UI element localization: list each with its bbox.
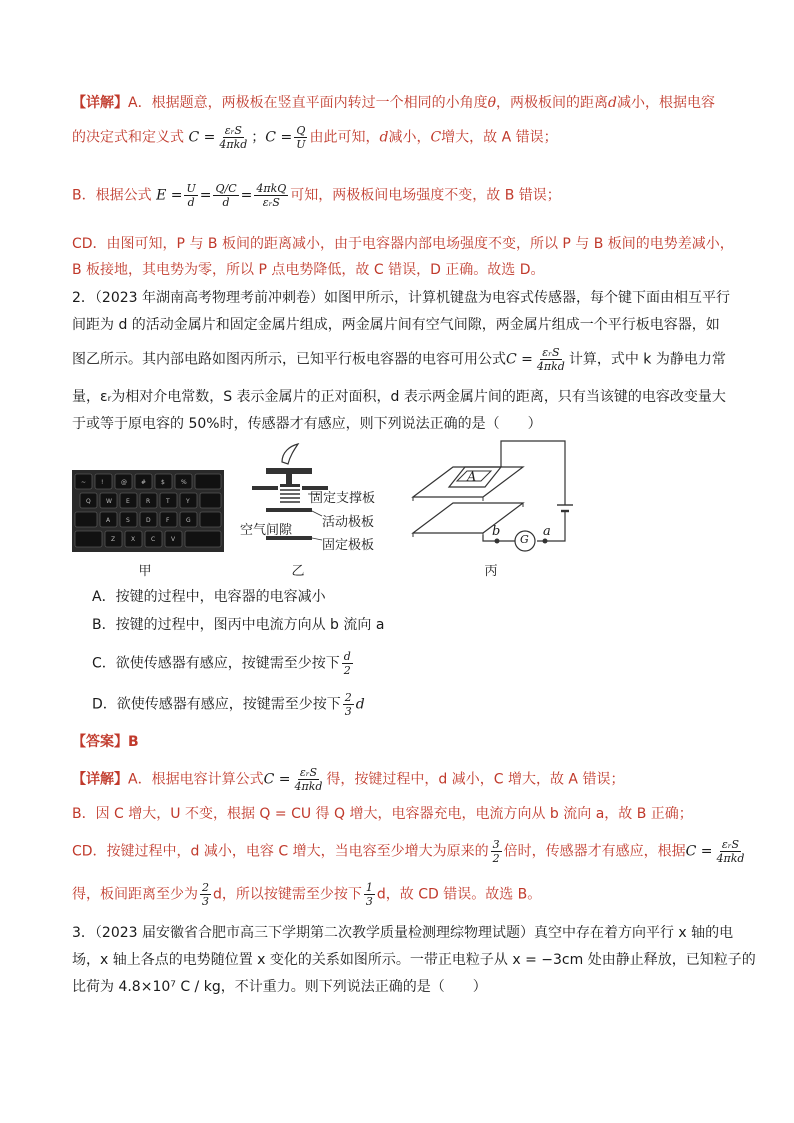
svg-text:S: S <box>126 517 130 524</box>
option-b: B．按键的过程中，图丙中电流方向从 b 流向 a <box>92 617 385 633</box>
svg-text:T: T <box>166 498 170 505</box>
svg-text:Q: Q <box>86 498 91 505</box>
q2-stem-line4: 量，εᵣ为相对介电常数，S 表示金属片的正对面积，d 表示两金属片间的距离，只有当该键的电容改变量大 <box>72 389 726 405</box>
svg-text:%: % <box>181 479 187 486</box>
svg-text:D: D <box>146 517 151 524</box>
svg-text:A: A <box>106 517 111 524</box>
label-point-a: a <box>543 524 551 539</box>
svg-text:#: # <box>141 479 147 486</box>
svg-text:E: E <box>126 498 130 505</box>
label-fixed-support: 固定支撑板 <box>310 491 376 506</box>
capacitance-formula: $\frac{\text{εᵣS}}{\text{4πkd}}$ <box>219 124 248 151</box>
option-c: C．欲使传感器有感应，按键需至少按下 $\frac{d}{2}$ <box>92 650 351 677</box>
svg-text:G: G <box>186 517 191 524</box>
q2-detail-cd-line1: CD．按键过程中，d 减小，电容 C 增大，当电容至少增大为原来的 $\frac{3}{2}$ 倍时，传感器才有感应，根据C = $\frac{\text{εᵣS}}{\text{4πkd}}$ <box>72 838 745 865</box>
label-point-b: b <box>492 524 501 539</box>
label-air-gap: 空气间隙 <box>240 523 293 538</box>
q3-stem-line3: 比荷为 4.8×10⁷ C / kg，不计重力。则下列说法正确的是（ ） <box>72 979 487 995</box>
label-fixed-plate: 固定极板 <box>322 538 375 553</box>
detail-tag: 【详解】 <box>72 95 128 111</box>
fig-caption-jia: 甲 <box>138 564 152 579</box>
q1-detail-a-line1: 【详解】A．根据题意，两极板在竖直平面内转过一个相同的小角度θ，两极板间的距离d减小，根据电容 <box>72 95 715 111</box>
q2-stem-line5: 于或等于原电容的 50%时，传感器才有感应，则下列说法正确的是（ ） <box>72 416 542 432</box>
svg-text:~: ~ <box>81 479 87 486</box>
q2-stem-line3: 图乙所示。其内部电路如图丙所示，已知平行板电容器的电容可用公式C = $\frac{\text{εᵣS}}{\text{4πkd}}$ 计算，式中 k 为静电力常 <box>72 346 726 373</box>
svg-text:!: ! <box>101 479 104 486</box>
label-key-A: A <box>467 470 477 485</box>
fig-caption-yi: 乙 <box>291 564 305 579</box>
q1-detail-a-line2: 的决定式和定义式 C = $\frac{\text{εᵣS}}{\text{4πkd}}$ ；C = $\frac{Q}{U}$ 由此可知，d减小，C增大，故 A 错误； <box>72 124 558 151</box>
svg-text:@: @ <box>121 479 127 486</box>
svg-text:V: V <box>171 536 176 543</box>
svg-text:X: X <box>131 536 136 543</box>
q1-detail-cd-line2: B 板接地，其电势为零，所以 P 点电势降低，故 C 错误，D 正确。故选 D。 <box>72 262 545 278</box>
svg-text:R: R <box>146 498 151 505</box>
q2-stem-line2: 间距为 d 的活动金属片和固定金属片组成，两金属片间有空气间隙，两金属片组成一个平行板电容器，如 <box>72 317 720 333</box>
q3-stem-line2: 场，x 轴上各点的电势随位置 x 变化的关系如图所示。一带正电粒子从 x = −3cm 处由静止释放，已知粒子的 <box>72 952 756 968</box>
keyboard-photo <box>72 470 224 552</box>
option-d: D．欲使传感器有感应，按键需至少按下 $\frac{2}{3}$ d <box>92 691 365 718</box>
q3-stem-line1: 3．（2023 届安徽省合肥市高三下学期第二次教学质量检测理综物理试题）真空中存在着方向平行 x 轴的电 <box>72 925 734 941</box>
label-movable-plate: 活动极板 <box>322 515 375 530</box>
q2-stem-line1: 2．（2023 年湖南高考物理考前冲刺卷）如图甲所示，计算机键盘为电容式传感器，每个键下面由相互平行 <box>72 290 730 306</box>
svg-text:C: C <box>151 536 156 543</box>
q1-detail-cd-line1: CD．由图可知，P 与 B 板间的距离减小，由于电容器内部电场强度不变，所以 P 与 B 板间的电势差减小， <box>72 236 734 252</box>
q2-detail-a: 【详解】A．根据电容计算公式C = $\frac{\text{εᵣS}}{\text{4πkd}}$ 得，按键过程中，d 减小，C 增大，故 A 错误； <box>72 766 625 793</box>
capacitance-definition: $\frac{Q}{U}$ <box>296 124 306 151</box>
svg-text:Z: Z <box>111 536 116 543</box>
q2-detail-cd-line2: 得，板间距离至少为 $\frac{2}{3}$ d，所以按键需至少按下 $\frac{1}{3}$ d，故 CD 错误。故选 B。 <box>72 881 542 908</box>
svg-text:$: $ <box>161 479 165 486</box>
q1-detail-b: B．根据公式 E = $\frac{U}{d}$ = $\frac{Q/C}{d}$ = $\frac{\text{4πkQ}}{\text{εᵣS}}$ 可知，两极板间电场强度不变，故 B 错误； <box>72 182 561 209</box>
answer-line: 【答案】B <box>72 734 139 750</box>
option-a: A．按键的过程中，电容器的电容减小 <box>92 589 326 605</box>
fig-caption-bing: 丙 <box>484 564 498 579</box>
svg-text:F: F <box>166 517 170 524</box>
svg-text:Y: Y <box>186 498 190 505</box>
q2-detail-b: B．因 C 增大，U 不变，根据 Q = CU 得 Q 增大，电容器充电，电流方向从 b 流向 a，故 B 正确； <box>72 806 693 822</box>
label-galvanometer: G <box>520 533 529 546</box>
svg-text:W: W <box>106 498 112 505</box>
